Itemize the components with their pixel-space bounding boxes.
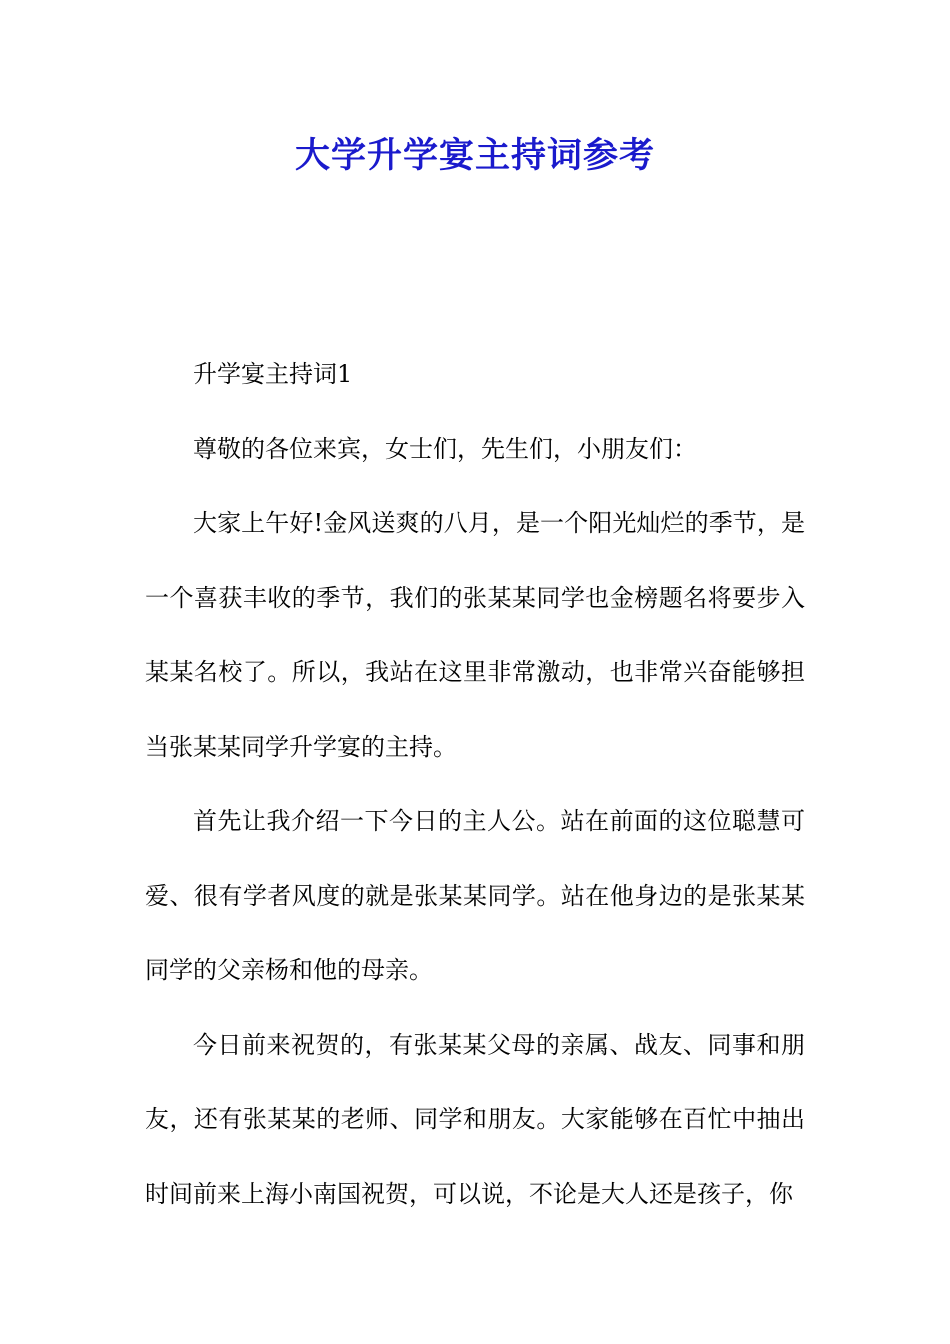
document-body bbox=[145, 337, 805, 1231]
paragraph-greeting: 尊敬的各位来宾，女士们，先生们，小朋友们： bbox=[193, 434, 697, 463]
document-title: 大学升学宴主持词参考 bbox=[294, 136, 655, 176]
paragraph-guests: 今日前来祝贺的，有张某某父母的亲属、战友、同事和朋友，还有张某某的老师、同学和朋友。大家能够在百忙中抽出时间前来上海小南国祝贺，可以说，不论是大人还是孩子，你 bbox=[145, 1030, 805, 1208]
paragraph-heading: 升学宴主持词1 bbox=[193, 360, 353, 388]
paragraph-opening: 大家上午好!金风送爽的八月，是一个阳光灿烂的季节，是一个喜获丰收的季节，我们的张某某同学也金榜题名将要步入某某名校了。所以，我站在这里非常激动，也非常兴奋能够担当张某某同学升学宴的主持。 bbox=[145, 509, 805, 761]
paragraph-introduction: 首先让我介绍一下今日的主人公。站在前面的这位聪慧可爱、很有学者风度的就是张某某同学。站在他身边的是张某某同学的父亲杨和他的母亲。 bbox=[145, 807, 805, 984]
